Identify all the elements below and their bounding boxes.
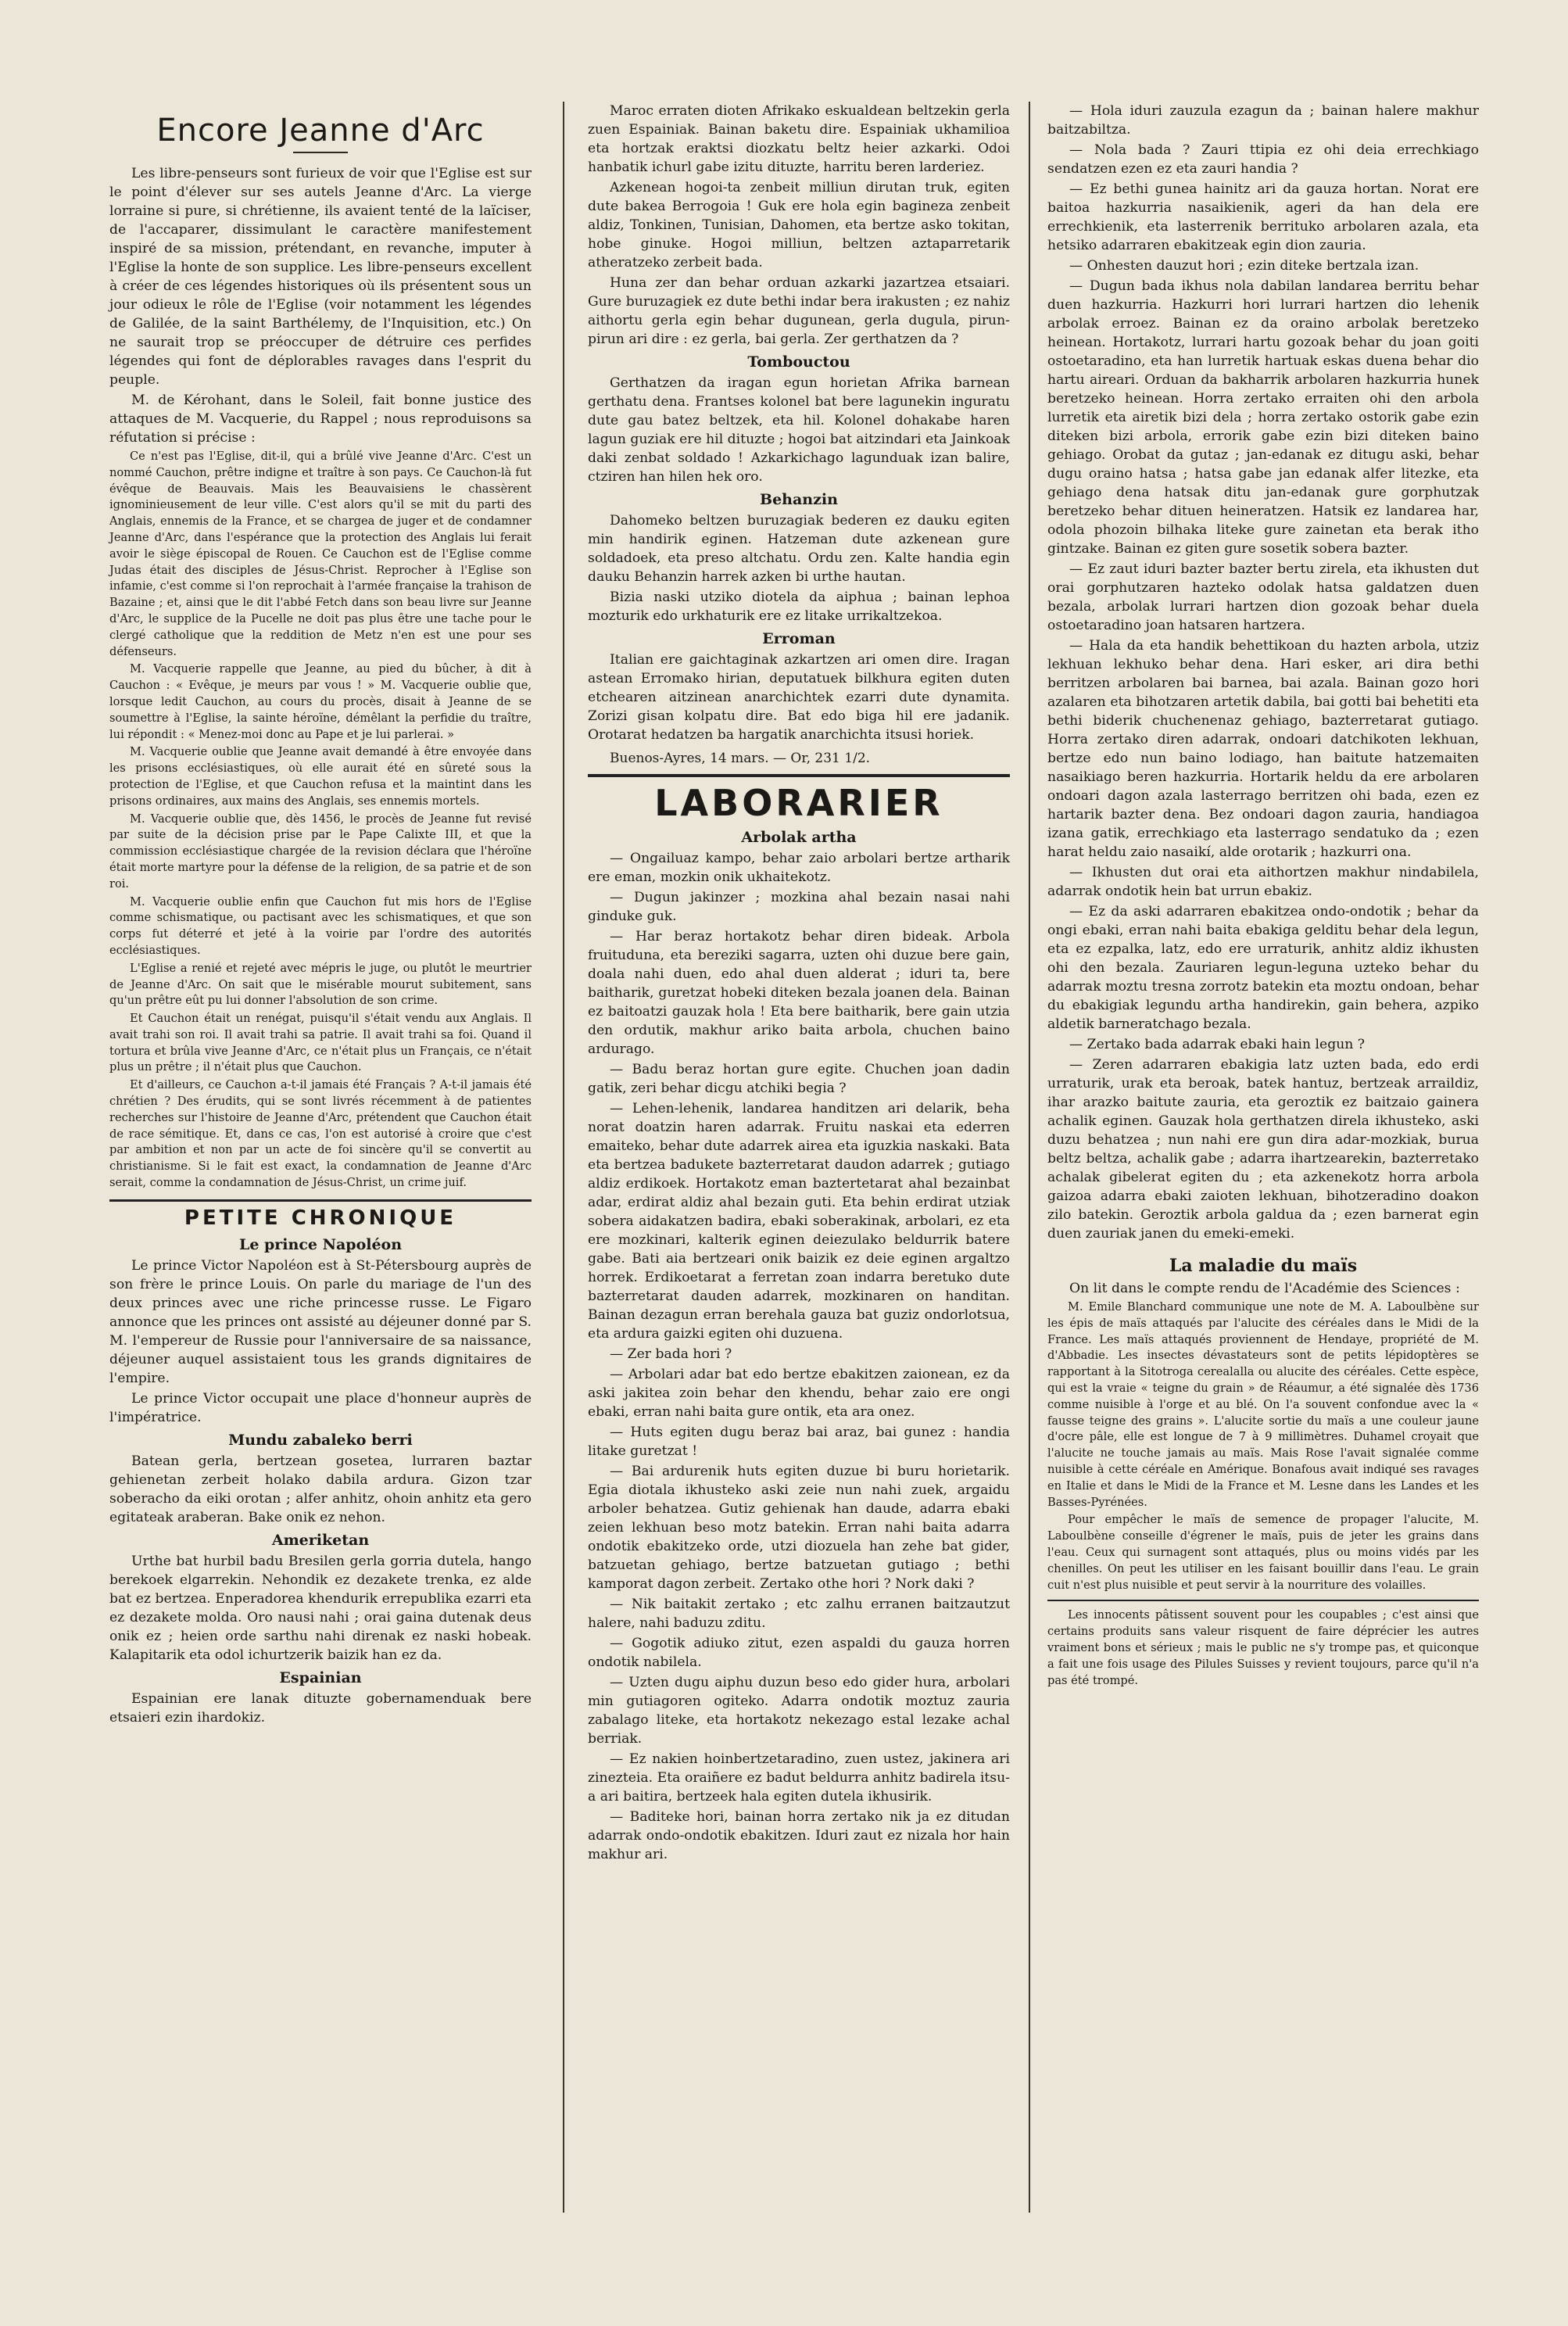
dialog-paragraph: — Onhesten dauzut hori ; ezin diteke bertzala izan. bbox=[1069, 258, 1419, 274]
dialog-paragraph: — Ez nakien hoinbertzetaradino, zuen ustez, jakinera ari zinezteia. Eta oraiñere ez badut beldurra anhitz badirela itsu-a ari baitira, bertzeek hala egiten dutela ikhusirik. bbox=[588, 1751, 1010, 1805]
subhead-tombouctou: Tombouctou bbox=[747, 353, 850, 371]
paragraph: Les libre-penseurs sont furieux de voir que l'Eglise est sur le point d'élever sur ses autels Jeanne d'Arc. La vierge lorraine si pure, si chrétienne, ils avaient tenté de la laïciser, de l'accaparer, dissimulant le caractère manifestement inspiré de sa mission, prétendant, en revanche, imputer à l'Eglise la honte de son supplice. Les libre-penseurs excellent à créer de ces légendes historiques où ils présentent sous un jour odieux le rôle de l'Eglise (voir notamment les légendes de Galilée, de la saint Barthélemy, de l'Inquisition, etc.) On ne saurait trop se préoccuper de détruire ces perfides légendes qui font de déplorables ravages dans l'esprit du peuple. bbox=[109, 166, 532, 388]
paragraph: Bizia naski utziko diotela da aiphua ; bainan lephoa mozturik edo urkhaturik ere ez litake urrikaltzekoa. bbox=[588, 590, 1010, 624]
subhead-mundu: Mundu zabaleko berri bbox=[228, 1431, 413, 1449]
column-left bbox=[109, 102, 532, 1729]
paragraph: Gerthatzen da iragan egun horietan Afrika barnean gerthatu dena. Frantses kolonel bat bere lagunekin inguratu dute gau batez beltzek, eta hil. Kolonel dohakabe haren lagun guziak ere hil dituzte ; hogoi bat aitzindari eta Jainkoak daki zenbat soldado ! Azkarkichago lagunduak izan balire, ctziren han hilen hek oro. bbox=[588, 375, 1010, 485]
quote-paragraph: M. Vacquerie oublie enfin que Cauchon fut mis hors de l'Eglise comme schismatique, ou pactisant avec les schismatiques, et que son corps fut déterré et jeté à la voirie par l'ordre des autorités ecclésiastiques. bbox=[109, 894, 532, 957]
dialog-paragraph: — Nola bada ? Zauri ttipia ez ohi deia errechkiago sendatzen ezen ez eta zauri handia ? bbox=[1047, 142, 1479, 177]
quote-paragraph: M. Vacquerie oublie que Jeanne avait demandé à être envoyée dans les prisons ecclésiastiques, où elle aurait été en sûreté sous la protection de l'Eglise, et que Cauchon refusa et la maintint dans les prisons ordinaires, aux mains des Anglais, ses ennemis mortels. bbox=[109, 745, 532, 808]
paragraph: Espainian ere lanak dituzte gobernamenduak bere etsaieri ezin ihardokiz. bbox=[109, 1690, 532, 1726]
dialog-paragraph: — Gogotik adiuko zitut, ezen aspaldi du gauza horren ondotik nabilela. bbox=[588, 1636, 1010, 1670]
dialog-paragraph: — Dugun jakinzer ; mozkina ahal bezain nasai nahi ginduke guk. bbox=[588, 890, 1010, 924]
column-rule-right bbox=[1029, 102, 1030, 2213]
paragraph: Urthe bat hurbil badu Bresilen gerla gorria dutela, hango berekoek elgarrekin. Nehondik ez dezakete trenka, ez alde bat ez bertzea. Enperadorea khendurik errepublika ezarri eta ez dezakete molda. Oro nausi nahi ; orai gaina dutenak deus onik ez ; heien orde sarthu nahi direnak ez naski hobeak. Kalapitarik eta odol ichurtzerik baizik han ez da. bbox=[109, 1553, 532, 1663]
dialog-paragraph: — Hola iduri zauzula ezagun da ; bainan halere makhur baitzabiltza. bbox=[1047, 103, 1479, 138]
section-title-chronique: PETITE CHRONIQUE bbox=[109, 1199, 532, 1230]
paragraph: Dahomeko beltzen buruzagiak bederen ez dauku egiten min handirik eginen. Hatzeman dute azkenean gure soldadoek, eta preso altchatu. Ordu zen. Kalte handia egin dauku Behanzin harrek azken bi urthe hautan. bbox=[588, 513, 1010, 585]
paragraph: Batean gerla, bertzean gosetea, lurraren baztar gehienetan zerbeit holako dabila ardura. Gizon tzar soberacho da eiki orotan ; alfer anhitz, ohoin anhitz eta gero egitateak araberan. Bake onik ez nehon. bbox=[109, 1453, 532, 1525]
dialog-paragraph: — Ez da aski adarraren ebakitzea ondo-ondotik ; behar da ongi ebaki, erran nahi baita ebakiga gelditu behar dela legun, eta ez ezpalka, latz, edo ere urraturik, anhitz aldiz ikhusten ohi den bezala. Zauriaren legun-leguna uzteko behar du adarrak moztu tresna zorrotz batekin eta moztu ondoan, behar du ebakigiak legundu artha handirekin, gain behera, azpiko aldetik barneratchago bezala. bbox=[1047, 904, 1479, 1032]
subhead-arbolak: Arbolak artha bbox=[741, 829, 857, 846]
article-title-jeanne: Encore Jeanne d'Arc bbox=[156, 113, 485, 149]
dialog-paragraph: — Zer bada hori ? bbox=[610, 1346, 732, 1362]
section-divider bbox=[588, 774, 1010, 777]
paragraph: M. de Kérohant, dans le Soleil, fait bonne justice des attaques de M. Vacquerie, du Rappel ; nous reproduisons sa réfutation si précise : bbox=[109, 392, 532, 446]
dialog-paragraph: — Baditeke hori, bainan horra zertako nik ja ez ditudan adarrak ondo-ondotik ebakitzen. Iduri zaut ez nizala hor hain makhur ari. bbox=[588, 1809, 1010, 1862]
dialog-paragraph: — Ikhusten dut orai eta aithortzen makhur nindabilela, adarrak ondotik hein bat urrun ebakiz. bbox=[1047, 865, 1479, 899]
dialog-paragraph: — Ez bethi gunea hainitz ari da gauza hortan. Norat ere baitoa hazkurria nasaikienik, ageri da han dela ere errechkienik, eta lasterrenik berrituko arbolaren azala, eta hetsiko adarraren ebakitzeak egin dion zauria. bbox=[1047, 181, 1479, 253]
dialog-paragraph: — Zeren adarraren ebakigia latz uzten bada, edo erdi urraturik, urak eta beroak, batek hantuz, bertzeak arraildiz, ihar arazko baitute zauria, eta geroztik ez baitzaio gainera achalik eginen. Gauzak hola gerthatzen direla ikhusteko, aski duzu behatzea ; nun nahi ere gun dira adar-mozkiak, burua beltz beltza, achalik gabe ; adarra ihartzearekin, bazterretako achalak gibelerat egiten du ; eta azkenekotz horra arbola gaizoa adarra ebaki zaioten lekhuan, bihotzeradino doakon zilo batekin. Geroztik arbola galdua da ; ezen barnerat egin duen zauriak janen du emeki-emeki. bbox=[1047, 1057, 1479, 1242]
paragraph: Maroc erraten dioten Afrikako eskualdean beltzekin gerla zuen Espainiak. Bainan baketu dire. Espainiak ukhamilioa eta hortzak eraktsi diozkatu beltz heier azkarki. Odoi hanbatik ichurl gabe izitu dituzte, harritu beren larderiez. bbox=[588, 103, 1010, 175]
quote-paragraph: Et d'ailleurs, ce Cauchon a-t-il jamais été Français ? A-t-il jamais été chrétien ? Des érudits, qui se sont livrés récemment à de patientes recherches sur l'histoire de Jeanne d'Arc, prétendent que Cauchon était de race sémitique. Et, dans ce cas, l'on est autorisé à croire que c'est par ambition et non par un acte de foi sincère qu'il se convertit au christianisme. Si le fait est exact, la condamnation de Jeanne d'Arc serait, comme la condamnation de Jésus-Christ, un crime juif. bbox=[109, 1078, 532, 1190]
subhead-espainia: Espainian bbox=[279, 1668, 362, 1686]
dialog-paragraph: — Dugun bada ikhus nola dabilan landarea berritu behar duen hazkurria. Hazkurri hori lurrari hartzen dio lehenik arbolak erroez. Bainan ez da oraino arbolak beretzeko heinean. Hortakotz, lurrari hartu gozoak behar du joan goiti ostoetaradino, eta han lurretik hartuak eskas duena behar dio hartu aireari. Orduan da bakharrik arbolaren hazkurria hunek beretzeko heinean. Horra zertako erraiten ohi den arbola lurretik eta airetik bizi dela ; horra zertako ostorik gabe ezin diteken bizi arbola, errorik gabe ezin bizi diteken baino gehiago. Orobat da gutaz ; jan-edanak ez ditugu aski, behar dugu oraino hatsa ; hatsa gabe jan edanak alfer litezke, eta gehiago dena hatsak ditu jan-edanak gure gorphutzak beretzeko behar dituen heineratzen. Hatsik ez landarea har, odola phozoin bilhaka liteke gure zainetan eta berak itho gintzake. Bainan ez giten gure sosetik sobera bazter. bbox=[1047, 278, 1479, 557]
quote-paragraph: Et Cauchon était un renégat, puisqu'il s'était vendu aux Anglais. Il avait trahi son roi. Il avait trahi sa patrie. Il avait trahi sa foi. Quand il tortura et brûla vive Jeanne d'Arc, ce n'était plus un Français, ce n'était plus un prêtre ; il n'était plus que Cauchon. bbox=[109, 1012, 532, 1074]
dialog-paragraph: — Huts egiten dugu beraz bai araz, bai gunez : handia litake guretzat ! bbox=[588, 1425, 1010, 1459]
dialog-paragraph: — Hala da eta handik behettikoan du hazten arbola, utziz lekhuan lekhuko behar dena. Hari esker, ari dira bethi berritzen arbolaren bai barnea, bai azala. Bainan gozo hori azalaren eta bihotzaren artetik dabila, bai gotti bai behetiti eta bethi biderik chuchenenaz gehiago, bazterretarat gutiago. Horra zertako diren adarrak, ondoari datchikoten lekhuan, bertze edo nun baino lodiago, han baitute hatzemaiten nasaikiago beren hazkurria. Hortarik heldu da ere arbolaren ondoari dagon azala lasterrago berritzen ohi bada, ezen ez hartarik bazter dena. Bez ondoari dagon zauria, handiagoa izana gatik, errechkiago eta lasterrago sendatuko da ; ezen harat heldu zaio nasaikí, alde orotarik ; hazkurri ona. bbox=[1047, 638, 1479, 860]
dialog-paragraph: — Lehen-lehenik, landarea handitzen ari delarik, beha norat doatzin haren adarrak. Fruitu naskai eta ederren emaiteko, behar dute adarrek airea eta iguzkia naskaki. Bata eta bertzea badukete bazterretarat daudon adarrek ; gutiago aldiz erdikoek. Hortakotz eman baztertetarat ahal bezainbat adar, erdirat aldiz ahal bezain guti. Eta behin erdirat utziak sobera aidakatzen badira, ebaki soberakinak, arbolari, ez eta ere mozkinari, kalterik eginen deiezulako beldurrik batere gabe. Bati aia bertzeari onik baizik ez deie eginen argaltzo horrek. Erdikoetarat a ferretan zoan indarra beretuko dute bazterretarat dauden adarrek, mozkinaren on handitan. Bainan dezagun erran berehala gauza bat guziz ondorlotsua, eta ardura gaizki egiten ohi duzuena. bbox=[588, 1101, 1010, 1342]
dialog-paragraph: — Ez zaut iduri bazter bazter bertu zirela, eta ikhusten dut orai gorphutzaren hazteko odolak hatsa galdatzen duen bezala, arbolak lurrari hartzen dion gozoak behar duela ostoetaradino joan hatsaren hartzera. bbox=[1047, 561, 1479, 633]
subhead-amerika: Ameriketan bbox=[271, 1531, 370, 1549]
paragraph: On lit dans le compte rendu de l'Académie des Sciences : bbox=[1069, 1281, 1460, 1296]
quote-paragraph: M. Vacquerie oublie que, dès 1456, le procès de Jeanne fut revisé par suite de la décision prise par le Pape Calixte III, et que la commission ecclésiastique chargée de la revision déclara que l'héroïne était morte martyre pour la défense de la religion, de sa patrie et de son roi. bbox=[109, 812, 532, 891]
dialog-paragraph: — Badu beraz hortan gure egite. Chuchen joan dadin gatik, zeri behar dicgu atchiki begia ? bbox=[588, 1062, 1010, 1096]
quote-paragraph: L'Eglise a renié et rejeté avec mépris le juge, ou plutôt le meurtrier de Jeanne d'Arc. On sait que le misérable mourut subitement, sans qu'un prêtre eût pu lui donner l'absolution de son crime. bbox=[109, 961, 532, 1008]
paragraph: Italian ere gaichtaginak azkartzen ari omen dire. Iragan astean Erromako hirian, deputatuek bilkhura egiten duten etchearen aitzinean anarchichtek ezarri dute dynamita. Zorizi gisan kolpatu dire. Bat edo biga hil ere jadanik. Orotarat hedatzen ba hargatik anarchichta itsusi horiek. bbox=[588, 652, 1010, 743]
advert-pilules: Les innocents pâtissent souvent pour les coupables ; c'est ainsi que certains produits sans valeur risquent de faire déprécier les autres vraiment bons et sérieux ; mais le public ne s'y trompe pas, et quiconque a fait une fois usage des Pilules Suisses y revient toujours, parce qu'il n'a pas été trompé. bbox=[1047, 1608, 1479, 1687]
subhead-mais: La maladie du maïs bbox=[1169, 1256, 1358, 1276]
column-middle bbox=[588, 102, 1010, 1865]
subhead-prince: Le prince Napoléon bbox=[238, 1235, 403, 1253]
subhead-erroman: Erroman bbox=[762, 630, 836, 647]
quote-paragraph: Pour empêcher le maïs de semence de propager l'alucite, M. Laboulbène conseille d'égrener le maïs, puis de jeter les grains dans l'eau. Ceux qui surnagent sont attaqués, plus ou moins vidés par les chenilles. On peut les utiliser en les faisant bouillir dans l'eau. Le grain cuit n'est plus nuisible et peut servir à la nourriture des volailles. bbox=[1047, 1513, 1479, 1592]
dialog-paragraph: — Ongailuaz kampo, behar zaio arbolari bertze artharik ere eman, mozkin onik ukhaitekotz. bbox=[588, 851, 1010, 885]
ad-divider bbox=[1047, 1600, 1479, 1601]
paragraph: Huna zer dan behar orduan azkarki jazartzea etsaiari. Gure buruzagiek ez dute bethi indar bera irakusten ; ez nahiz aithortu gerla egin behar dugunean, gerla dugula, pirun-pirun ari dire : ez gerla, bai gerla. Zer gerthatzen da ? bbox=[588, 275, 1010, 347]
paragraph: Le prince Victor Napoléon est à St-Pétersbourg auprès de son frère le prince Louis. On parle du mariage de l'un des deux princes avec une riche princesse russe. Le Figaro annonce que les princes ont assisté au déjeuner donné par S. M. l'empereur de Russie pour l'anniversaire de sa naissance, déjeuner auquel assistaient tous les grands dignitaires de l'empire. bbox=[109, 1257, 532, 1386]
paragraph: Le prince Victor occupait une place d'honneur auprès de l'impératrice. bbox=[109, 1390, 532, 1425]
quote-paragraph: M. Emile Blanchard communique une note de M. A. Laboulbène sur les épis de maïs attaqués par l'alucite des céréales dans le Midi de la France. Les maïs attaqués proviennent de Hendaye, propriété de M. d'Abbadie. Les insectes dévastateurs sont de petits lépidoptères se rapportant à la Sitotroga cerealalla ou alucite des céréales. Cette espèce, qui est la vraie « teigne du grain » de Réaumur, a été signalée dès 1736 comme nuisible à l'orge et au blé. On l'a souvent confondue avec la « fausse teigne des grains ». L'alucite sortie du maïs a une couleur jaune d'ocre pâle, elle est longue de 7 à 9 millimètres. Duhamel croyait que l'alucite ne touche jamais au maïs. Mais Rose l'avait signalée comme nuisible à cette céréale en Amérique. Bonafous avait indiqué ses ravages en Italie et dans le Midi de la France et M. Lesne dans les Landes et les Basses-Pyrénées. bbox=[1047, 1300, 1479, 1509]
column-right bbox=[1047, 102, 1479, 1690]
title-rule bbox=[293, 152, 348, 153]
market-quote: Buenos-Ayres, 14 mars. — Or, 231 1/2. bbox=[610, 751, 871, 766]
quote-paragraph: M. Vacquerie rappelle que Jeanne, au pied du bûcher, à dit à Cauchon : « Evêque, je meurs par vous ! » M. Vacquerie oublie que, lorsque ledit Cauchon, au cours du procès, disait à Jeanne de se soumettre à l'Eglise, la sainte héroïne, démêlant la perfidie du traître, lui répondit : « Menez-moi donc au Pape et je lui parlerai. » bbox=[109, 662, 532, 741]
dialog-paragraph: — Har beraz hortakotz behar diren bideak. Arbola fruituduna, eta bereziki sagarra, uzten ohi duzue bere gain, doala nahi duen, edo ahal duen alderat ; iduri ta, bere baitharik, guretzat hobeki diteken bezala joanen dela. Bainan ez baitoatzi gauzak hola ! Eta bere baitharik, bere gain utzia den ordutik, makhur ariko baita arbola, chuchen baino ardurago. bbox=[588, 929, 1010, 1057]
quote-paragraph: Ce n'est pas l'Eglise, dit-il, qui a brûlé vive Jeanne d'Arc. C'est un nommé Cauchon, prêtre indigne et traître à son pays. Ce Cauchon-là fut évêque de Beauvais. Mais les Beauvaisiens le chassèrent ignominieusement de leur ville. C'est alors qu'il se mit du parti des Anglais, ennemis de la France, et se chargea de juger et de condamner Jeanne d'Arc, dans l'espérance que la protection des Anglais lui ferait avoir le siège épiscopal de Rouen. Ce Cauchon est de l'Eglise comme Judas était des disciples de Jésus-Christ. Reprocher à l'Eglise son infamie, c'est comme si l'on reprochait à l'armée française la trahison de Bazaine ; et, ainsi que le dit l'abbé Fetch dans son beau livre sur Jeanne d'Arc, le supplice de la Pucelle ne doit pas plus être une tache pour le clergé catholique que la reddition de Metz n'en est une pour ses défenseurs. bbox=[109, 450, 532, 658]
dialog-paragraph: — Bai ardurenik huts egiten duzue bi buru horietarik. Egia diotala ikhusteko aski zeie nun nahi zuek, argaidu arboler behatzea. Gutiz gehienak han daude, adarra ebaki zeien lekhuan beso motz batekin. Erran nahi baita adarra ondotik ebakitzeko orde, utzi diozuela han zehe bat gider, batzuetan gehiago, bertze batzuetan gutiago ; bethi kamporat dagon zerbeit. Zertako othe hori ? Nork daki ? bbox=[588, 1464, 1010, 1592]
dialog-paragraph: — Uzten dugu aiphu duzun beso edo gider hura, arbolari min gutiagoren ogiteko. Adarra ondotik moztuz zauria zabalago liteke, eta hortakotz nekezago estal lezake achal berriak. bbox=[588, 1675, 1010, 1747]
dialog-paragraph: — Zertako bada adarrak ebaki hain legun ? bbox=[1069, 1037, 1366, 1052]
section-title-laborarier: LABORARIER bbox=[654, 782, 943, 824]
paragraph: Azkenean hogoi-ta zenbeit milliun dirutan truk, egiten dute bakea Berrogoia ! Guk ere hola egin bagineza zenbeit aldiz, Tonkinen, Tunisian, Dahomen, eta bertze asko tokitan, hobe ginuke. Hogoi milliun, beltzen aztaparretarik atheratzeko zerbeit bada. bbox=[588, 180, 1010, 271]
column-rule-left bbox=[563, 102, 564, 2213]
subhead-behanzin: Behanzin bbox=[760, 491, 838, 508]
dialog-paragraph: — Arbolari adar bat edo bertze ebakitzen zaionean, ez da aski jakitea zoin behar den khendu, behar zaio ere ongi ebaki, erran nahi baita gure ontik, eta ara onez. bbox=[588, 1367, 1010, 1420]
dialog-paragraph: — Nik baitakit zertako ; etc zalhu erranen baitzautzut halere, nahi baduzu zditu. bbox=[588, 1597, 1010, 1631]
